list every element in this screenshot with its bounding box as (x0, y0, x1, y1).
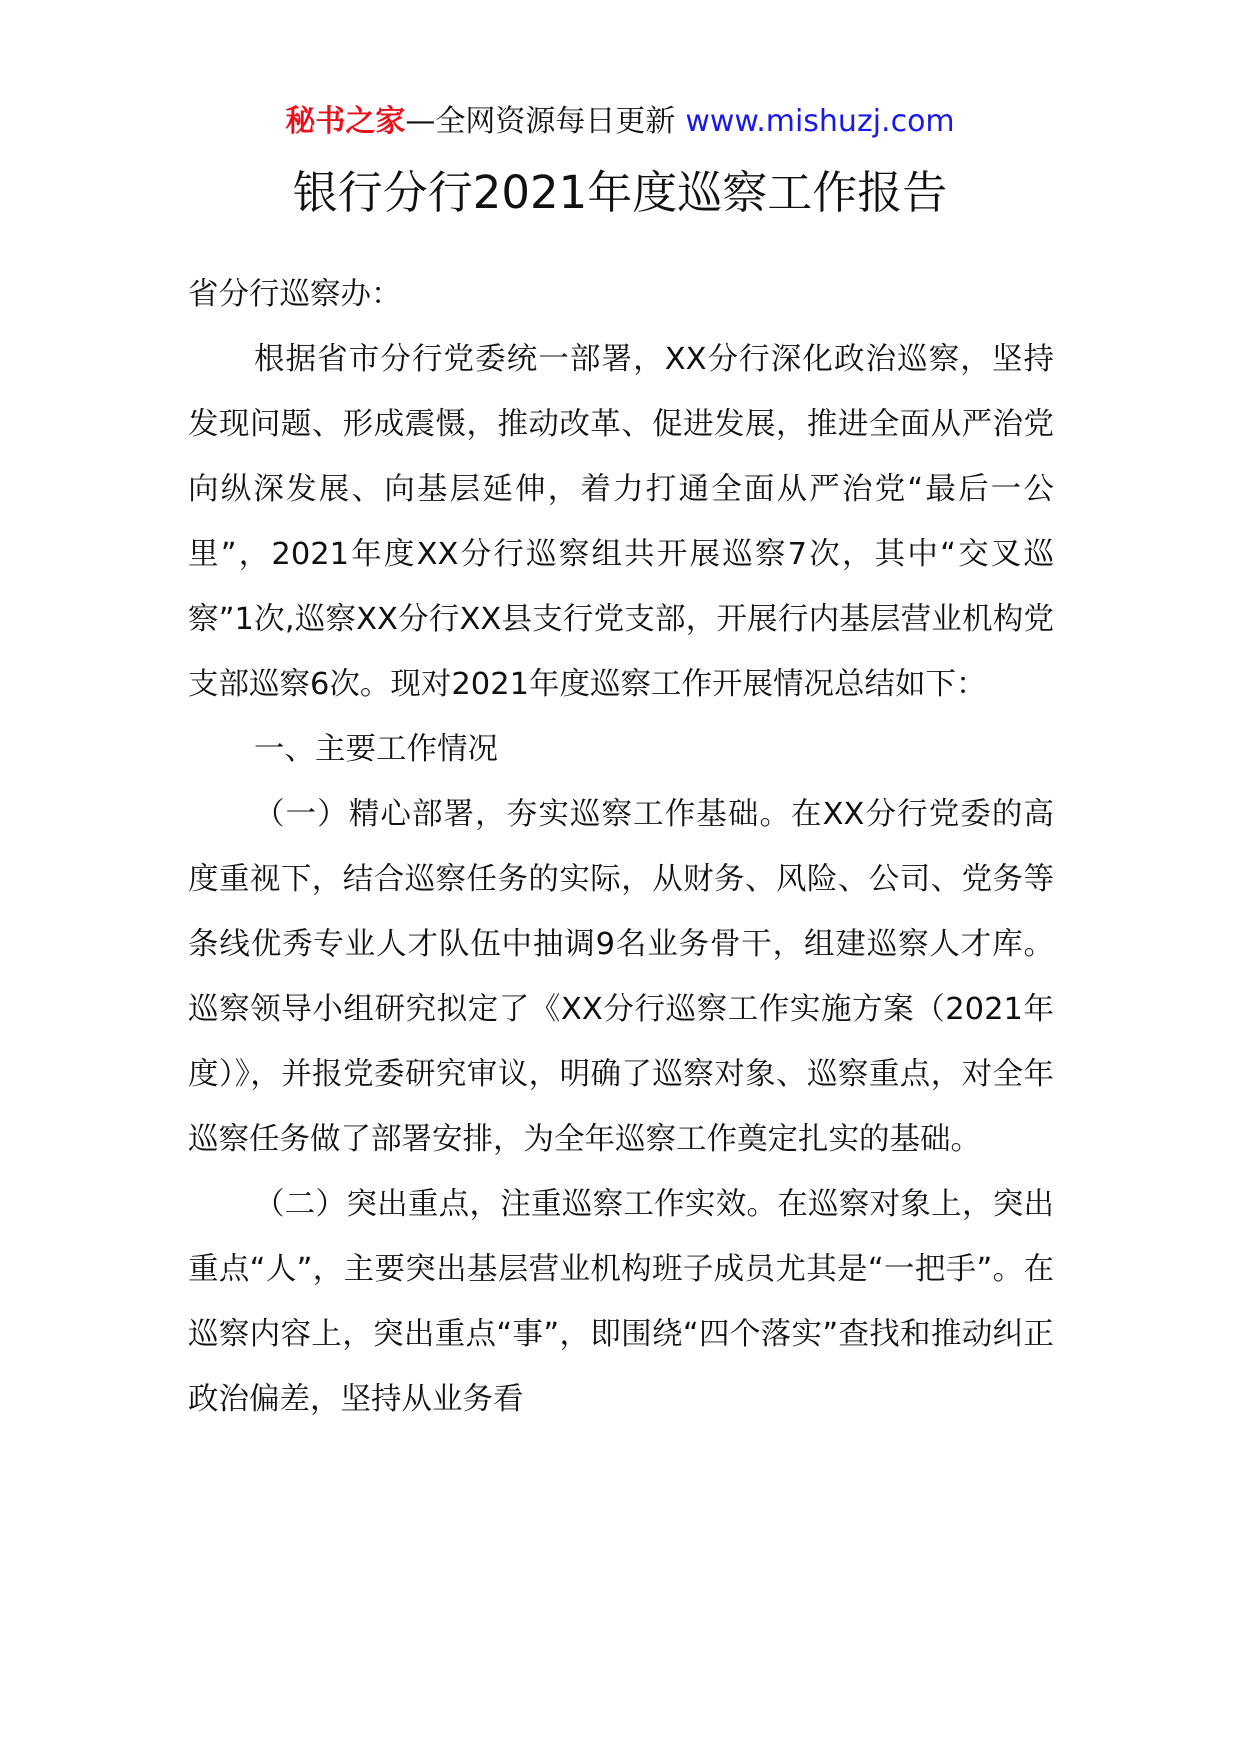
brand-name: 秘书之家 (285, 104, 406, 139)
paragraph-section-2: （二）突出重点，注重巡察工作实效。在巡察对象上，突出重点“人”，主要突出基层营业机构班子成员尤其是“一把手”。在巡察内容上，突出重点“事”，即围绕“四个落实”查找和推动纠正政治偏差，坚持从业务看 (188, 1187, 1054, 1417)
site-url-link[interactable]: www.mishuzj.com (685, 104, 955, 139)
document-body (188, 262, 1054, 1432)
header-tagline: —全网资源每日更新 (405, 104, 676, 139)
paragraph-intro: 根据省市分行党委统一部署，XX分行深化政治巡察，坚持发现问题、形成震慑，推动改革、促进发展，推进全面从严治党向纵深发展、向基层延伸，着力打通全面从严治党“最后一公里”，2021年度XX分行巡察组共开展巡察7次，其中“交叉巡察”1次,巡察XX分行XX县支行党支部，开展行内基层营业机构党支部巡察6次。现对2021年度巡察工作开展情况总结如下： (188, 342, 1054, 702)
salutation: 省分行巡察办： (188, 277, 402, 312)
paragraph-section-1: （一）精心部署，夯实巡察工作基础。在XX分行党委的高度重视下，结合巡察任务的实际，从财务、风险、公司、党务等条线优秀专业人才队伍中抽调9名业务骨干，组建巡察人才库。巡察领导小组研究拟定了《XX分行巡察工作实施方案（2021年度）》，并报党委研究审议，明确了巡察对象、巡察重点，对全年巡察任务做了部署安排，为全年巡察工作奠定扎实的基础。 (188, 797, 1054, 1157)
document-title: 银行分行2021年度巡察工作报告 (292, 166, 948, 219)
site-header (0, 100, 1240, 144)
section-heading: 一、主要工作情况 (254, 732, 498, 767)
